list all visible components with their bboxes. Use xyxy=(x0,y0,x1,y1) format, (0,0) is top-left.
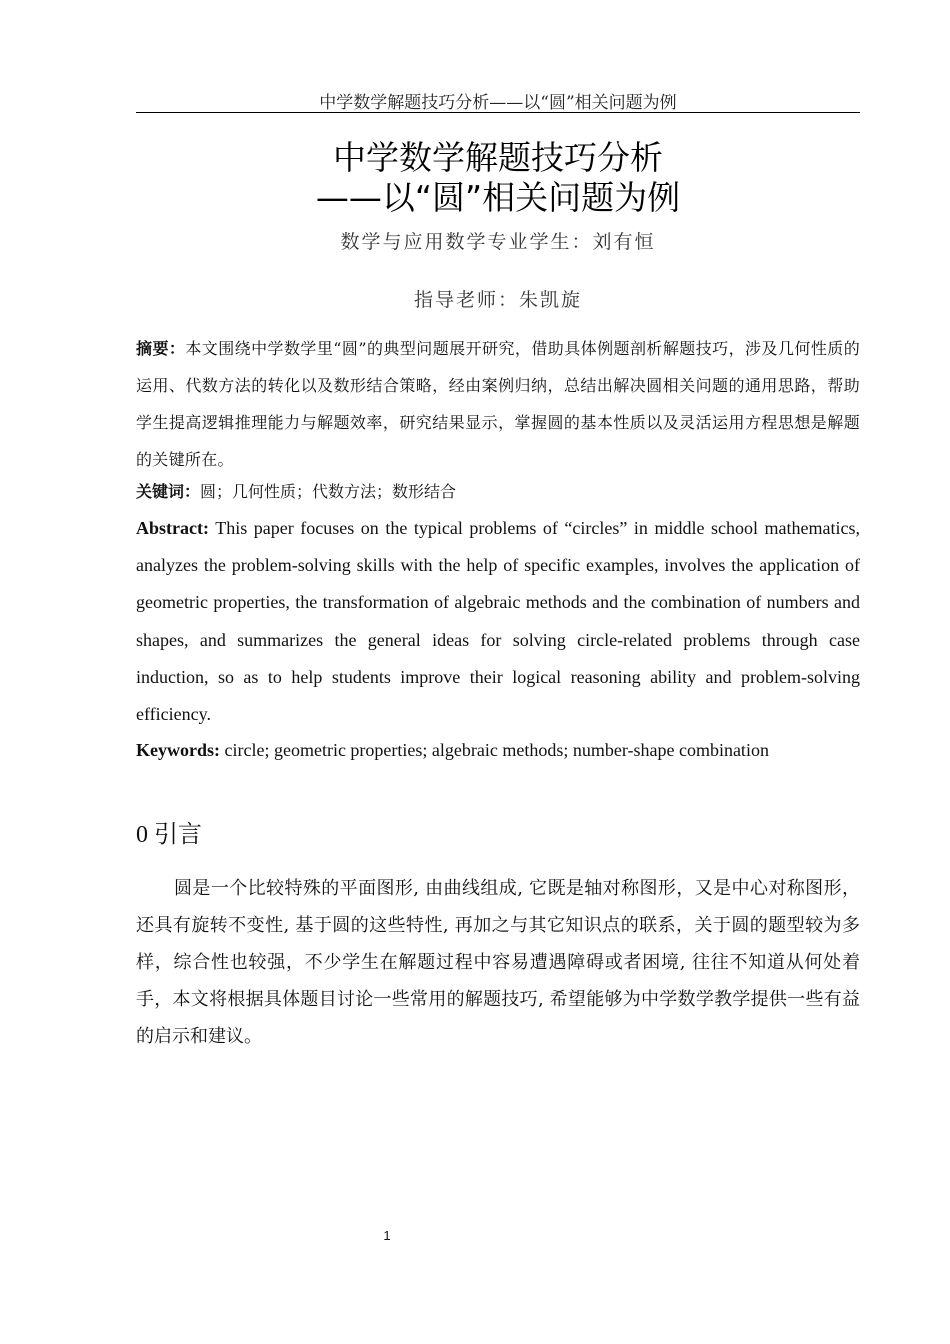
abstract-cn-label: 摘要： xyxy=(136,339,186,358)
paper-title xyxy=(136,138,860,218)
page-number: 1 xyxy=(383,1228,391,1243)
running-header: 中学数学解题技巧分析——以“圆”相关问题为例 xyxy=(319,93,677,113)
abstract-cn xyxy=(136,330,860,478)
keywords-en-text: circle; geometric properties; algebraic methods; number-shape combination xyxy=(220,740,769,760)
abstract-cn-text: 本文围绕中学数学里“圆”的典型问题展开研究，借助具体例题剖析解题技巧，涉及几何性质的运用、代数方法的转化以及数形结合策略，经由案例归纳，总结出解决圆相关问题的通用思路，帮助学生提高逻辑推理能力与解题效率，研究结果显示，掌握圆的基本性质以及灵活运用方程思想是解题的关键所在。 xyxy=(136,339,860,469)
keywords-cn-label: 关键词： xyxy=(136,482,201,501)
keywords-en xyxy=(136,736,860,764)
abstract-en-label: Abstract: xyxy=(136,518,209,538)
keywords-cn xyxy=(136,478,860,506)
abstract-en xyxy=(136,510,860,733)
advisor-line: 指导老师：朱凯旋 xyxy=(413,289,582,311)
title-line-2: ——以“圆”相关问题为例 xyxy=(315,178,681,217)
introduction-paragraph: 圆是一个比较特殊的平面图形, 由曲线组成, 它既是轴对称图形，又是中心对称图形，还具有旋转不变性, 基于圆的这些特性, 再加之与其它知识点的联系，关于圆的题型较为多样，综合性也较强，不少学生在解题过程中容易遭遇障碍或者困境, 往往不知道从何处着手，本文将根据具体题目讨论一些常用的解题技巧, 希望能够为中学数学教学提供一些有益的启示和建议。 xyxy=(136,878,860,1047)
header-rule xyxy=(136,112,860,113)
title-line-1: 中学数学解题技巧分析 xyxy=(333,138,663,177)
keywords-en-label: Keywords: xyxy=(136,740,220,760)
author-line: 数学与应用数学专业学生：刘有恒 xyxy=(340,231,656,253)
section-heading-introduction: 0 引言 xyxy=(136,822,202,848)
keywords-cn-text: 圆；几何性质；代数方法；数形结合 xyxy=(200,482,457,501)
abstract-en-text: This paper focuses on the typical problems of “circles” in middle school mathematics, analyzes the problem-solving skills with the help of specific examples, involves the application of geometric properties, the transformation of algebraic methods and the combination of numbers and shapes, and summarizes the general ideas for solving circle-related problems through case induction, so as to help students improve their logical reasoning ability and problem-solving efficiency. xyxy=(136,518,860,725)
